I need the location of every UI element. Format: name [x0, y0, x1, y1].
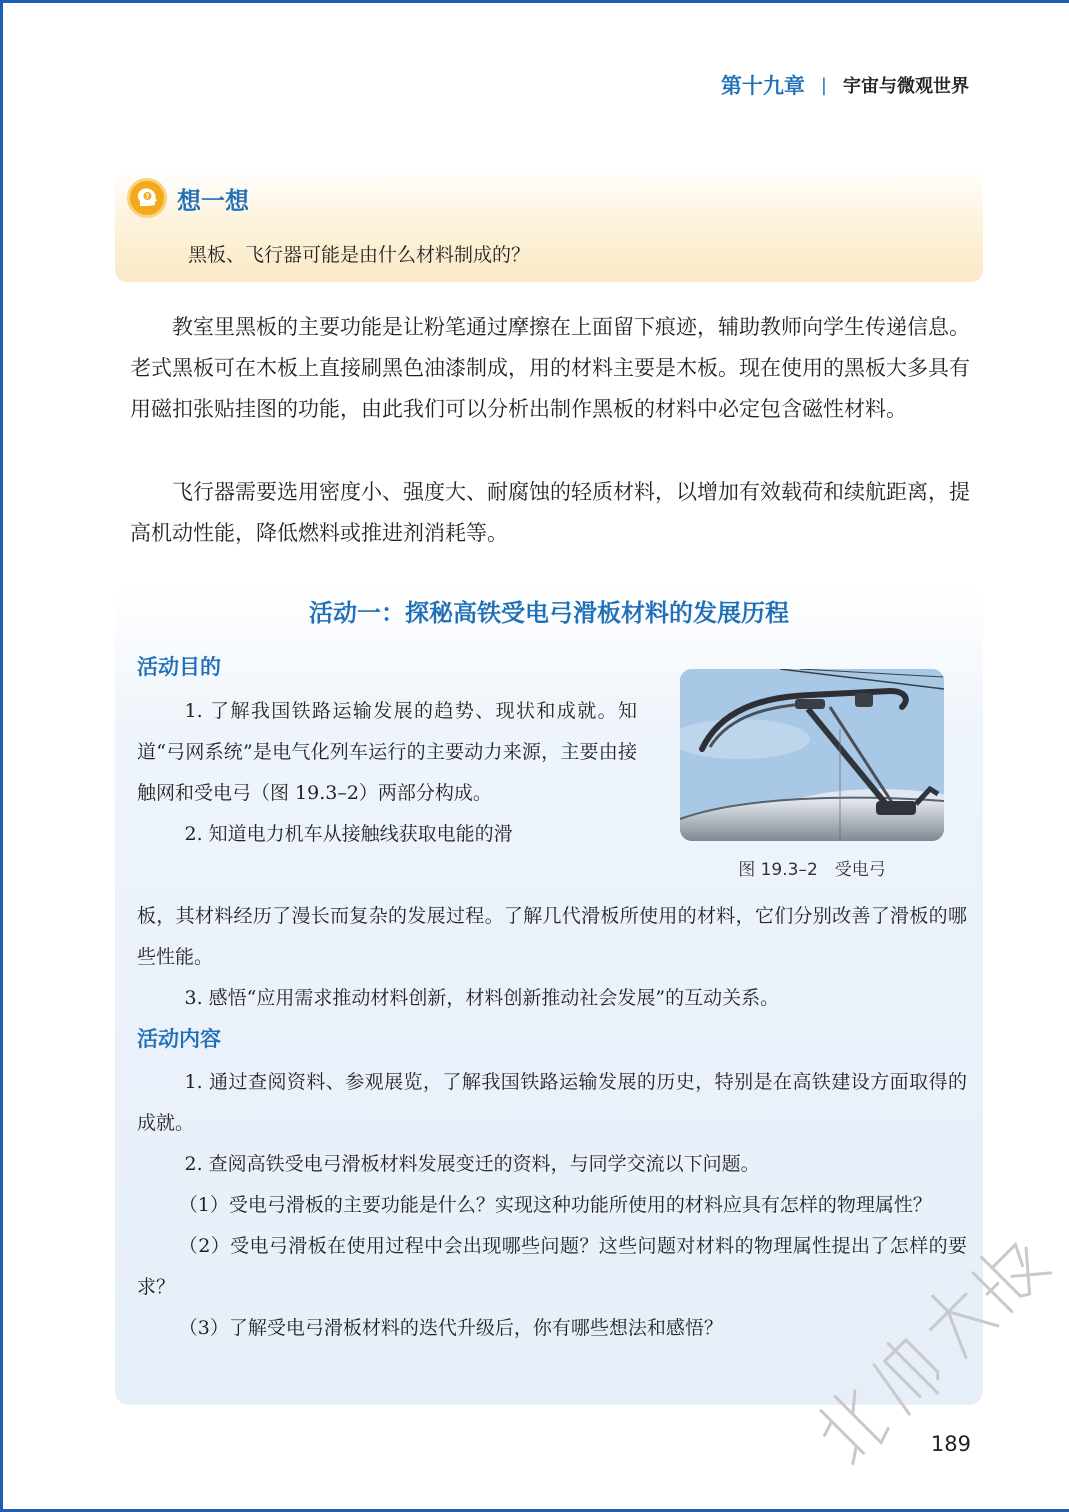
- aim-list-top: [137, 691, 637, 855]
- svg-text:?: ?: [145, 192, 150, 201]
- think-heading: 想一想: [177, 186, 249, 215]
- content-item-2: 2. 查阅高铁受电弓滑板材料发展变迁的资料，与同学交流以下问题。: [184, 1153, 760, 1175]
- think-box: [115, 170, 983, 282]
- activity-box: [115, 585, 983, 1405]
- chapter-label: 第十九章: [720, 74, 805, 98]
- header-separator: |: [820, 74, 827, 96]
- figure-caption: 图 19.3–2 受电弓: [738, 860, 886, 880]
- running-header: [721, 70, 969, 100]
- think-question: 黑板、飞行器可能是由什么材料制成的？: [188, 244, 531, 266]
- question-2: （2）受电弓滑板在使用过程中会出现哪些问题？这些问题对材料的物理属性提出了怎样的要求？: [137, 1235, 967, 1298]
- content-item-1: 1. 通过查阅资料、参观展览，了解我国铁路运输发展的历史，特别是在高铁建设方面取得的成就。: [137, 1071, 967, 1134]
- aim-heading: 活动目的: [137, 655, 221, 679]
- chapter-topic: 宇宙与微观世界: [843, 76, 969, 97]
- question-3: （3）了解受电弓滑板材料的迭代升级后，你有哪些想法和感悟？: [178, 1317, 723, 1339]
- content-list: [137, 1062, 967, 1349]
- question-1: （1）受电弓滑板的主要功能是什么？实现这种功能所使用的材料应具有怎样的物理属性？: [178, 1194, 932, 1216]
- aim-item-2-rest: 板，其材料经历了漫长而复杂的发展过程。了解几代滑板所使用的材料，它们分别改善了滑板的哪些性能。: [137, 905, 967, 968]
- thinking-head-icon: [127, 178, 167, 218]
- aim-item-2-start: 2. 知道电力机车从接触线获取电能的滑: [184, 823, 513, 845]
- think-title: [127, 178, 249, 218]
- pantograph-photo: [680, 669, 944, 841]
- body-paragraph-1: [130, 307, 970, 430]
- paragraph-text: 教室里黑板的主要功能是让粉笔通过摩擦在上面留下痕迹，辅助教师向学生传递信息。老式黑板可在木板上直接刷黑色油漆制成，用的材料主要是木板。现在使用的黑板大多具有用磁扣张贴挂图的功能，由此我们可以分析出制作黑板的材料中必定包含磁性材料。: [130, 315, 970, 421]
- content-heading: 活动内容: [137, 1027, 221, 1051]
- aim-item-3: 3. 感悟“应用需求推动材料创新，材料创新推动社会发展”的互动关系。: [184, 987, 780, 1009]
- page-number: 189: [930, 1432, 971, 1456]
- aim-item-1: 1. 了解我国铁路运输发展的趋势、现状和成就。知道“弓网系统”是电气化列车运行的主要动力来源，主要由接触网和受电弓（图 19.3–2）两部分构成。: [137, 700, 637, 804]
- activity-title: 活动一：探秘高铁受电弓滑板材料的发展历程: [309, 598, 789, 627]
- body-paragraph-2: [130, 472, 970, 554]
- aim-list-bottom: [137, 896, 967, 1019]
- paragraph-text: 飞行器需要选用密度小、强度大、耐腐蚀的轻质材料，以增加有效载荷和续航距离，提高机动性能，降低燃料或推进剂消耗等。: [130, 480, 970, 545]
